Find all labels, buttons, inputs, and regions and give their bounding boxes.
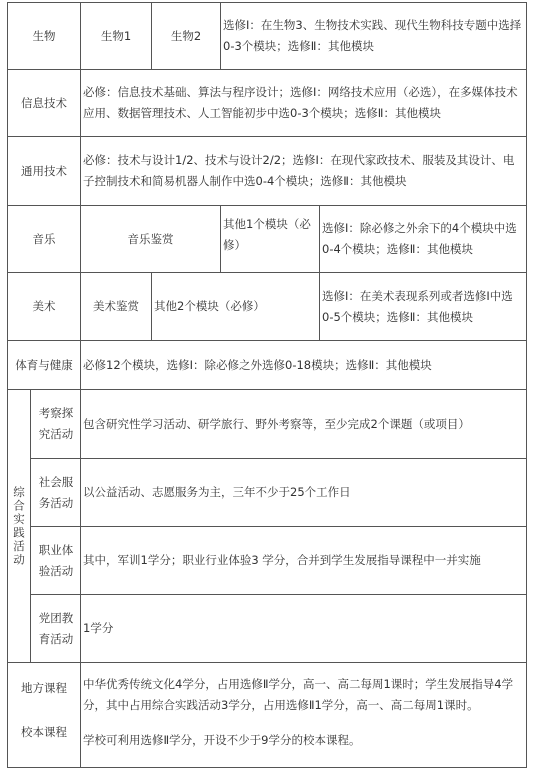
practice-item-label: 社会服务活动 <box>38 474 74 510</box>
practice-item-label: 党团教育活动 <box>38 610 74 646</box>
music-note: 选修Ⅰ：除必修之外余下的4个模块中选0-4个模块；选修Ⅱ：其他模块 <box>322 221 517 256</box>
practice-item-desc: 以公益活动、志愿服务为主，三年不少于25个工作日 <box>83 485 351 499</box>
biology-module-2: 生物2 <box>170 28 202 43</box>
art-required: 其他2个模块（必修） <box>154 299 265 313</box>
pe-subject: 体育与健康 <box>15 357 73 372</box>
biology-subject: 生物 <box>32 28 56 43</box>
practice-item-label: 考察探究活动 <box>38 406 74 441</box>
it-note: 必修：信息技术基础、算法与程序设计；选修Ⅰ：网络技术应用（必选），在多媒体技术应用、数据管理技术、人工智能初步中选0-3个模块；选修Ⅱ：其他模块 <box>83 85 518 120</box>
music-module: 音乐鉴赏 <box>127 231 174 246</box>
music-required: 其他1个模块（必修） <box>223 217 311 252</box>
pe-note: 必修12个模块，选修Ⅰ：除必修之外选修0-18模块；选修Ⅱ：其他模块 <box>83 357 432 372</box>
it-subject: 信息技术 <box>21 95 67 110</box>
school-course-desc: 学校可利用选修Ⅱ学分，开设不少于9学分的校本课程。 <box>83 732 361 747</box>
general-tech-note: 必修：技术与设计1/2、技术与设计2/2；选修Ⅰ：在现代家政技术、服装及其设计、电子控制技术和简易机器人制作中选0-4个模块；选修Ⅱ：其他模块 <box>83 153 515 188</box>
local-course-desc: 中华优秀传统文化4学分，占用选修Ⅱ学分，高一、高二每周1课时；学生发展指导4学分，其中占用综合实践活动3学分，占用选修Ⅱ1学分，高一、高二每周1课时。 <box>83 677 514 712</box>
music-subject: 音乐 <box>32 231 56 246</box>
practice-item-desc: 包含研究性学习活动、研学旅行、野外考察等，至少完成2个课题（或项目） <box>83 416 470 431</box>
practice-item-desc: 其中，军训1学分；职业行业体验3 学分，合并到学生发展指导课程中一并实施 <box>83 553 481 567</box>
local-course-label: 地方课程 <box>21 680 67 695</box>
biology-module-1: 生物1 <box>100 28 132 43</box>
art-subject: 美术 <box>32 299 56 313</box>
art-note: 选修Ⅰ：在美术表现系列或者选修Ⅰ中选0-5个模块；选修Ⅱ：其他模块 <box>322 288 513 324</box>
school-course-label: 校本课程 <box>21 724 67 739</box>
practice-item-desc: 1学分 <box>83 621 114 635</box>
practice-item-label: 职业体验活动 <box>38 542 74 578</box>
general-tech-subject: 通用技术 <box>21 163 67 178</box>
biology-note: 选修Ⅰ：在生物3、生物技术实践、现代生物科技专题中选择0-3个模块；选修Ⅱ：其他模块 <box>223 18 522 53</box>
practice-group-label: 综合实践活动 <box>12 485 26 567</box>
art-module: 美术鉴赏 <box>93 299 139 313</box>
